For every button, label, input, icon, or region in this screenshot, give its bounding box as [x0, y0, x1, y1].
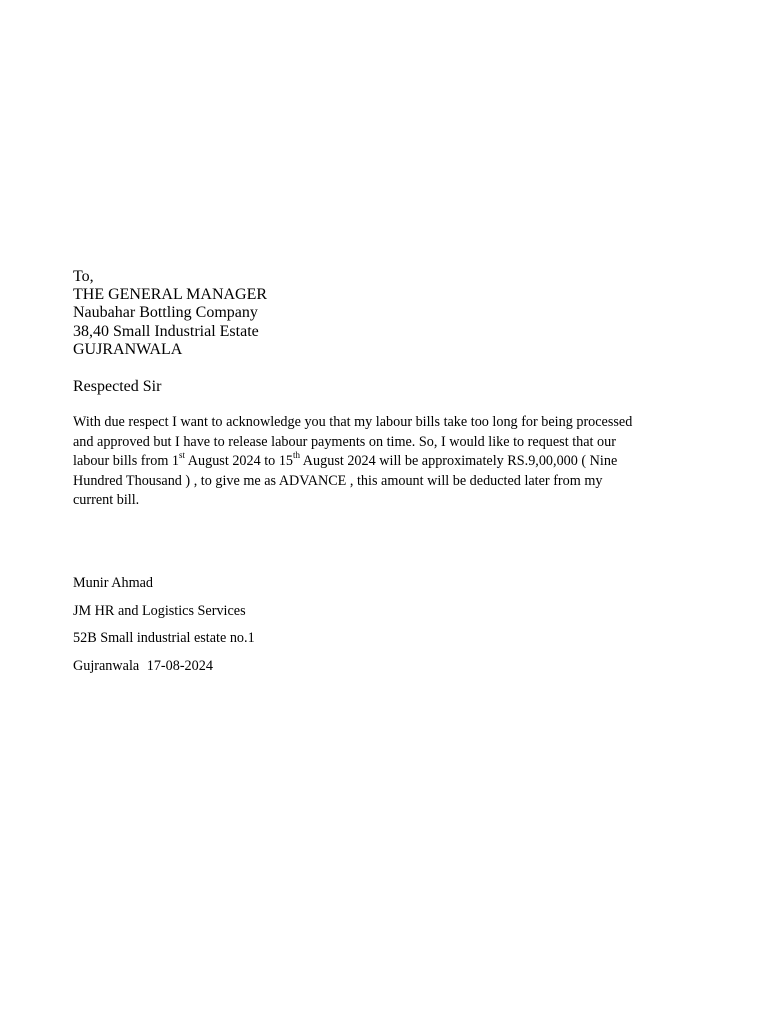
body-line-4: Hundred Thousand ) , to give me as ADVANCE , this amount will be deducted later from my: [73, 472, 603, 489]
body-line-3-part-3: August 2024 will be approximately RS.9,00,000 ( Nine: [300, 453, 618, 469]
body-line-3-part-2: August 2024 to 15: [185, 453, 294, 469]
ordinal-superscript-st: st: [179, 450, 186, 461]
letter-date: 17-08-2024: [146, 657, 213, 674]
body-line-3-part-1: labour bills from 1: [73, 453, 179, 469]
body-line-5: current bill.: [73, 492, 140, 508]
salutation-to: To,: [73, 268, 94, 285]
body-line-3: [73, 452, 693, 472]
greeting: Respected Sir: [73, 378, 162, 395]
letter-body: [73, 413, 693, 511]
sender-city-date: [73, 657, 255, 685]
sender-name: Munir Ahmad: [73, 575, 153, 591]
sender-signature-block: [73, 574, 255, 684]
sender-company: JM HR and Logistics Services: [73, 602, 246, 619]
ordinal-superscript-th: th: [293, 450, 301, 461]
body-line-2: and approved but I have to release labour payments on time. So, I would like to request that our: [73, 433, 616, 450]
recipient-title: THE GENERAL MANAGER: [73, 286, 268, 304]
body-line-1: With due respect I want to acknowledge you that my labour bills take too long for being processed: [73, 414, 633, 430]
recipient-company: Naubahar Bottling Company: [73, 304, 258, 322]
sender-address: 52B Small industrial estate no.1: [73, 630, 255, 646]
recipient-city: GUJRANWALA: [73, 340, 183, 358]
recipient-address-block: [73, 268, 267, 359]
recipient-street-address: 38,40 Small Industrial Estate: [73, 322, 259, 340]
sender-city: Gujranwala: [73, 657, 140, 674]
